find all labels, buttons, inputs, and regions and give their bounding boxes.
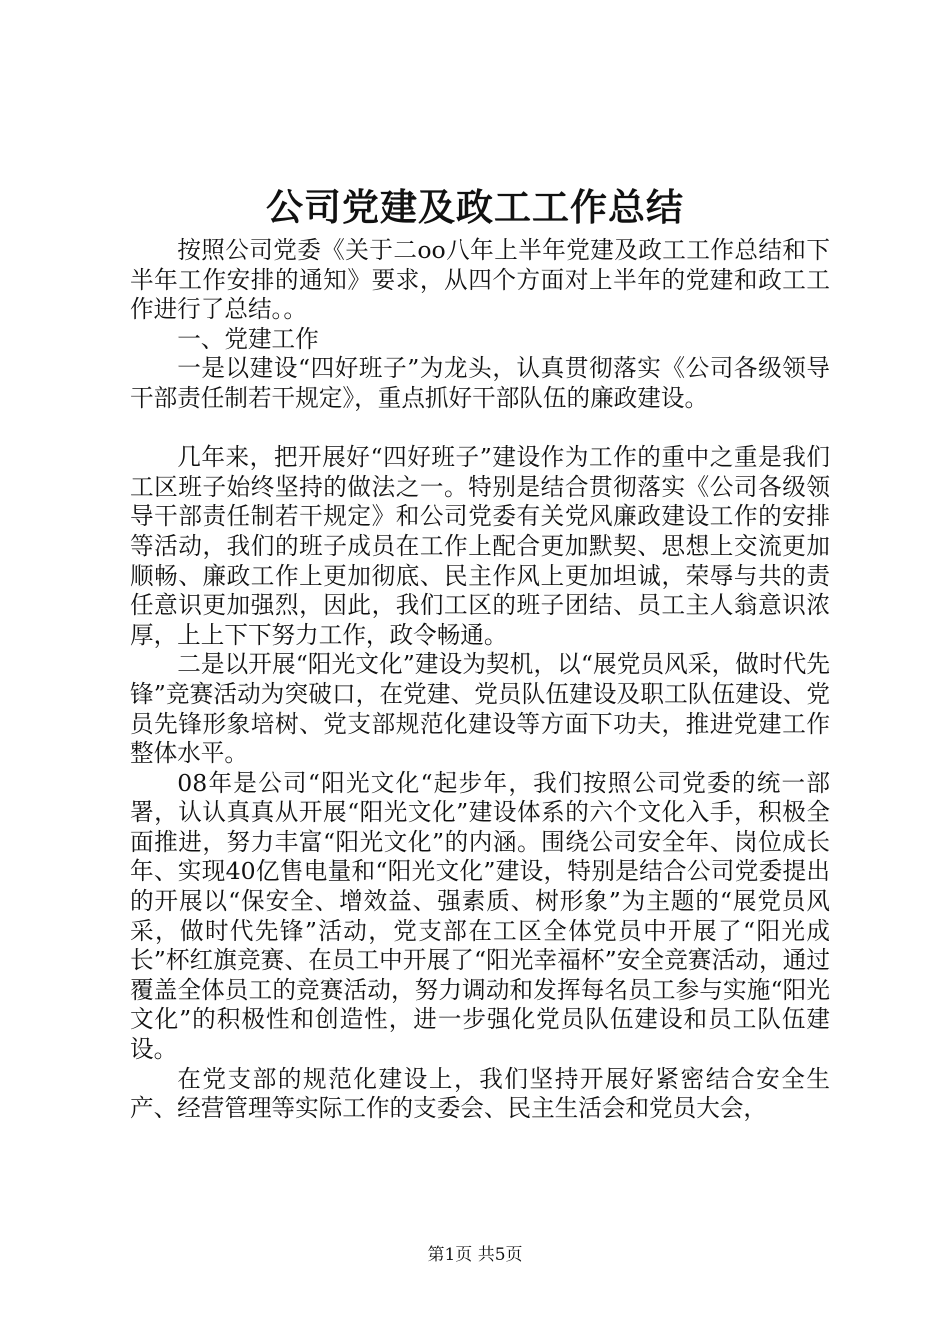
intro-paragraph: 按照公司党委《关于二oo八年上半年党建及政工工作总结和下半年工作安排的通知》要求，从四个方面对上半年的党建和政工工作进行了总结。。 (130, 236, 830, 324)
document-title: 公司党建及政工工作总结 (266, 185, 684, 229)
paragraph-four-good-team: 几年来，把开展好“四好班子”建设作为工作的重中之重是我们工区班子始终坚持的做法之一。特别是结合贯彻落实《公司各级领导干部责任制若干规定》和公司党委有关党风廉政建设工作的安排等活动，我们的班子成员在工作上配合更加默契、思想上交流更加顺畅、廉政工作上更加彻底、民主作风上更加坦诚，荣辱与共的责任意识更加强烈，因此，我们工区的班子团结、员工主人翁意识浓厚，上上下下努力工作，政令畅通。 (130, 443, 830, 649)
paragraph-point-one: 一是以建设“四好班子”为龙头，认真贯彻落实《公司各级领导干部责任制若干规定》，重点抓好干部队伍的廉政建设。 (130, 354, 830, 412)
paragraph-sunshine-culture: 08年是公司“阳光文化“起步年，我们按照公司党委的统一部署，认认真真从开展“阳光文化”建设体系的六个文化入手，积极全面推进，努力丰富“阳光文化”的内涵。围绕公司安全年、岗位成长年、实现40亿售电量和“阳光文化”建设，特别是结合公司党委提出的开展以“保安全、增效益、强素质、树形象”为主题的“展党员风采，做时代先锋”活动，党支部在工区全体党员中开展了“阳光成长”杯红旗竞赛、在员工中开展了“阳光幸福杯”安全竞赛活动，通过覆盖全体员工的竞赛活动，努力调动和发挥每名员工参与实施“阳光文化”的积极性和创造性，进一步强化党员队伍建设和员工队伍建设。 (130, 768, 830, 1064)
page-footer: 第1页 共5页 (427, 1245, 523, 1265)
document-body (130, 236, 830, 1124)
section-heading-party-building: 一、党建工作 (177, 324, 319, 353)
paragraph-point-two: 二是以开展“阳光文化”建设为契机，以“展党员风采，做时代先锋”竞赛活动为突破口，在党建、党员队伍建设及职工队伍建设、党员先锋形象培树、党支部规范化建设等方面下功夫，推进党建工作整体水平。 (130, 650, 830, 768)
paragraph-branch-standardization: 在党支部的规范化建设上，我们坚持开展好紧密结合安全生产、经营管理等实际工作的支委会、民主生活会和党员大会， (130, 1064, 830, 1123)
